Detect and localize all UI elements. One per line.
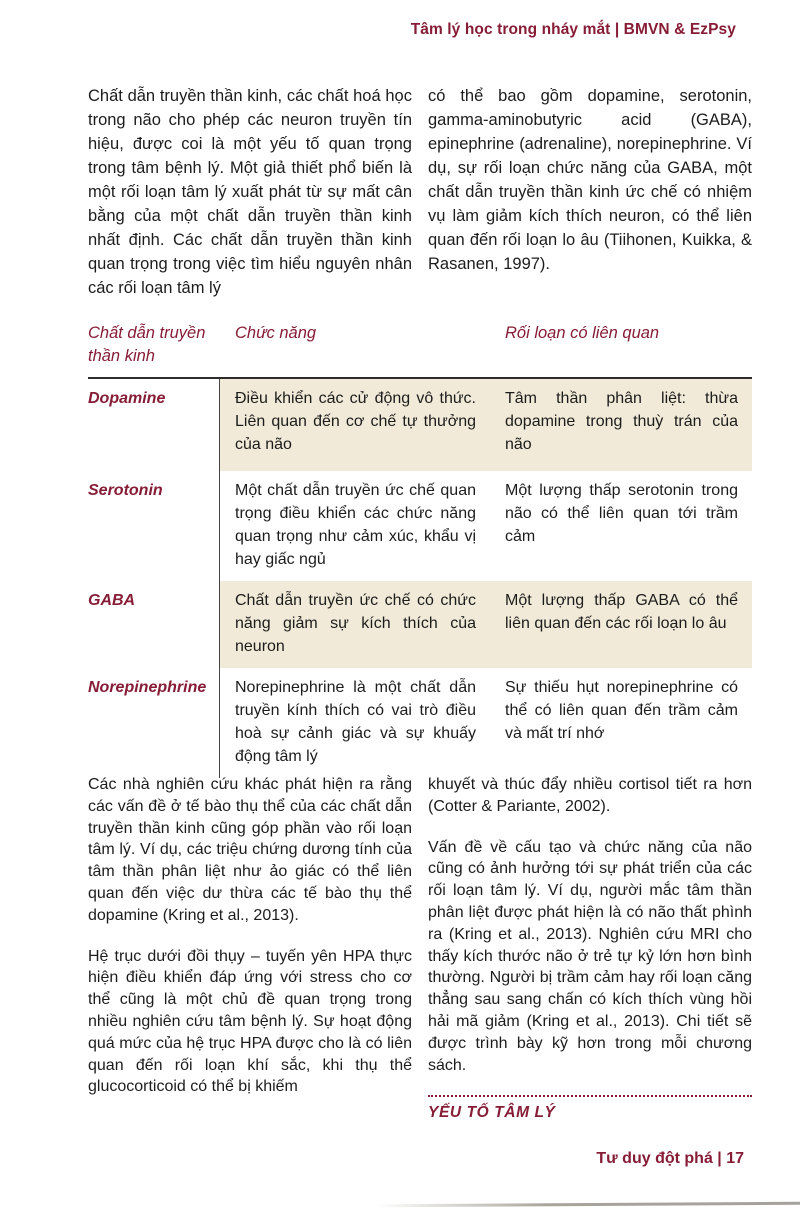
- row-label: Norepinephrine: [88, 668, 220, 778]
- row-disorder: Một lượng thấp serotonin trong não có thể liên quan tới trầm cảm: [505, 482, 738, 545]
- body-paragraph: Vấn đề về cấu tạo và chức năng của não cũng có ảnh hưởng tới sự phát triển của các rối loạn tâm lý. Ví dụ, người mắc tâm thần phân liệt được phát hiện là có não thất phình ra (Kring et al., 2013). Nghiên cứu MRI cho thấy kích thước não ở trẻ tự kỷ lớn hơn bình thường. Người bị trầm cảm hay rối loạn căng thẳng sau sang chấn có kích thích vùng hồi hải mã giảm (Kring et al., 2013). Chi tiết sẽ được trình bày kỹ hơn trong mỗi chương sách.: [428, 838, 752, 1074]
- row-function: Một chất dẫn truyền ức chế quan trọng điều khiển các chức năng quan trọng như cảm xúc, khẩu vị hay giấc ngủ: [235, 482, 476, 568]
- column-header-function: Chức năng: [235, 324, 317, 342]
- row-function: Chất dẫn truyền ức chế có chức năng giảm sự kích thích của neuron: [220, 581, 490, 668]
- table-row-dopamine: [88, 379, 752, 471]
- table-row-norepinephrine: [88, 668, 752, 778]
- row-disorder: Tâm thần phân liệt: thừa dopamine trong thuỳ trán của não: [490, 379, 752, 471]
- table-body: [88, 377, 752, 778]
- table-row-serotonin: [88, 471, 752, 581]
- row-disorder: Một lượng thấp GABA có thể liên quan đến các rối loạn lo âu: [490, 581, 752, 668]
- row-label: Dopamine: [88, 379, 220, 471]
- intro-section: [88, 84, 752, 300]
- row-disorder: Sự thiếu hụt norepinephrine có thể có liên quan đến trầm cảm và mất trí nhớ: [505, 679, 738, 742]
- body-right-column: [428, 774, 752, 1122]
- running-header: Tâm lý học trong nháy mắt | BMVN & EzPsy: [410, 21, 736, 38]
- body-paragraph: khuyết và thúc đẩy nhiều cortisol tiết ra hơn (Cotter & Pariante, 2002).: [428, 776, 752, 815]
- body-paragraph: Các nhà nghiên cứu khác phát hiện ra rằng các vấn đề ở tế bào thụ thể của các chất dẫn truyền thần kinh cũng góp phần vào rối loạn tâm lý. Ví dụ, các triệu chứng dương tính của tâm thần phân liệt như ảo giác có thể liên quan đến việc dư thừa các tế bào thụ thể dopamine (Kring et al., 2013).: [88, 776, 412, 924]
- neurotransmitter-table: [88, 322, 752, 778]
- row-label: Serotonin: [88, 471, 220, 581]
- body-left-column: [88, 774, 412, 1122]
- page-footer: Tư duy đột phá | 17: [596, 1150, 744, 1167]
- column-header-neurotransmitter: Chất dẫn truyền thần kinh: [88, 324, 206, 365]
- body-paragraph: Hệ trục dưới đồi thụy – tuyến yên HPA thực hiện điều khiển đáp ứng với stress cho cơ thể cũng là một chủ đề quan trọng trong nhiều nghiên cứu tâm bệnh lý. Sự hoạt động quá mức của hệ trục HPA được cho là có liên quan đến rối loạn khí sắc, khi thụ thể glucocorticoid có thể bị khiếm: [88, 947, 412, 1096]
- intro-right-paragraph: có thể bao gồm dopamine, serotonin, gamma-aminobutyric acid (GABA), epinephrine (adrenaline), norepinephrine. Ví dụ, sự rối loạn chức năng của GABA, một chất dẫn truyền thần kinh ức chế có nhiệm vụ làm giảm kích thích neuron, có thể liên quan đến rối loạn lo âu (Tiihonen, Kuikka, & Rasanen, 1997).: [428, 87, 752, 273]
- row-function: Điều khiển các cử động vô thức. Liên quan đến cơ chế tự thưởng của não: [220, 379, 490, 471]
- row-label: GABA: [88, 581, 220, 668]
- column-header-disorder: Rối loạn có liên quan: [505, 324, 660, 342]
- row-function: Norepinephrine là một chất dẫn truyền kính thích có vai trò điều hoà sự cảnh giác và sự khuấy động tâm lý: [235, 679, 476, 765]
- dotted-divider: [428, 1095, 752, 1097]
- intro-left-paragraph: Chất dẫn truyền thần kinh, các chất hoá học trong não cho phép các neuron truyền tín hiệu, được coi là một yếu tố quan trọng trong tâm bệnh lý. Một giả thiết phổ biến là một rối loạn tâm lý xuất phát từ sự mất cân bằng của một chất dẫn truyền thần kinh nhất định. Các chất dẫn truyền thần kinh quan trọng trong việc tìm hiểu nguyên nhân các rối loạn tâm lý: [88, 87, 412, 297]
- section-heading: YẾU TỐ TÂM LÝ: [428, 1104, 556, 1122]
- body-section: [88, 774, 752, 1122]
- scan-edge-shadow: [376, 1202, 800, 1208]
- table-row-gaba: [88, 581, 752, 668]
- table-header-row: [88, 322, 752, 377]
